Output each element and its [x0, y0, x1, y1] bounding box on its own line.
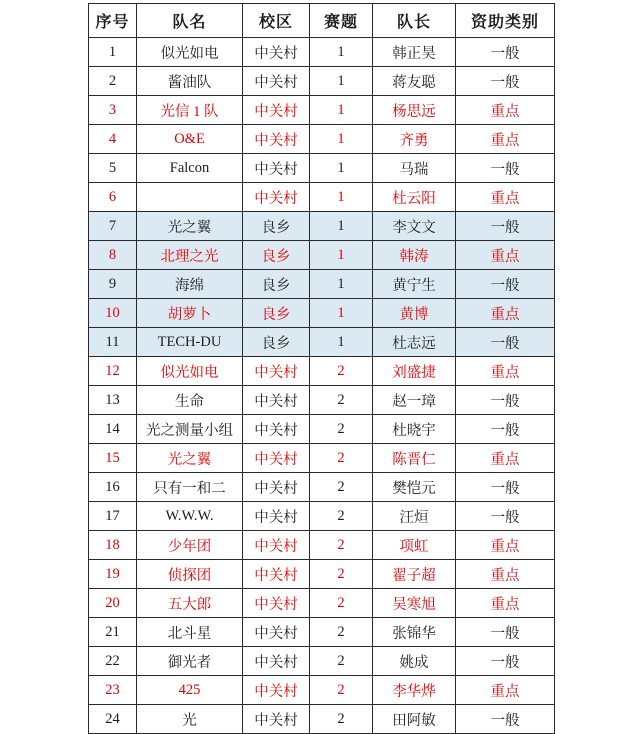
- cell-team: TECH-DU: [137, 328, 243, 357]
- cell-category: 一般: [456, 67, 555, 96]
- cell-campus: 中关村: [243, 154, 310, 183]
- cell-campus: 中关村: [243, 502, 310, 531]
- cell-category: 重点: [456, 357, 555, 386]
- cell-team: Falcon: [137, 154, 243, 183]
- cell-index: 16: [89, 473, 137, 502]
- column-header-team: 队名: [137, 4, 243, 38]
- cell-team: 海绵: [137, 270, 243, 299]
- cell-topic: 1: [310, 299, 373, 328]
- cell-campus: 中关村: [243, 415, 310, 444]
- cell-team: 光: [137, 705, 243, 734]
- column-header-campus: 校区: [243, 4, 310, 38]
- cell-category: 重点: [456, 560, 555, 589]
- cell-topic: 1: [310, 154, 373, 183]
- cell-campus: 中关村: [243, 444, 310, 473]
- team-table-body: [89, 38, 555, 734]
- cell-index: 3: [89, 96, 137, 125]
- cell-category: 一般: [456, 647, 555, 676]
- cell-campus: 中关村: [243, 125, 310, 154]
- cell-campus: 中关村: [243, 183, 310, 212]
- cell-topic: 1: [310, 270, 373, 299]
- cell-topic: 2: [310, 676, 373, 705]
- cell-index: 18: [89, 531, 137, 560]
- cell-index: 19: [89, 560, 137, 589]
- cell-captain: 蒋友聪: [373, 67, 456, 96]
- cell-campus: 良乡: [243, 328, 310, 357]
- cell-index: 21: [89, 618, 137, 647]
- cell-campus: 良乡: [243, 270, 310, 299]
- cell-topic: 2: [310, 560, 373, 589]
- cell-campus: 中关村: [243, 357, 310, 386]
- cell-topic: 2: [310, 357, 373, 386]
- cell-index: 17: [89, 502, 137, 531]
- table-row: [89, 386, 555, 415]
- cell-campus: 良乡: [243, 212, 310, 241]
- column-header-captain: 队长: [373, 4, 456, 38]
- cell-team: 御光者: [137, 647, 243, 676]
- cell-category: 重点: [456, 444, 555, 473]
- cell-category: 一般: [456, 386, 555, 415]
- table-row: [89, 560, 555, 589]
- table-row: [89, 38, 555, 67]
- cell-index: 5: [89, 154, 137, 183]
- cell-captain: 杜云阳: [373, 183, 456, 212]
- cell-team: 光之翼: [137, 212, 243, 241]
- cell-captain: 陈晋仁: [373, 444, 456, 473]
- cell-team: 光信 1 队: [137, 96, 243, 125]
- cell-category: 一般: [456, 618, 555, 647]
- table-row: [89, 589, 555, 618]
- table-row: [89, 125, 555, 154]
- cell-topic: 1: [310, 212, 373, 241]
- cell-captain: 姚成: [373, 647, 456, 676]
- cell-campus: 中关村: [243, 647, 310, 676]
- cell-captain: 翟子超: [373, 560, 456, 589]
- cell-campus: 中关村: [243, 96, 310, 125]
- cell-topic: 2: [310, 705, 373, 734]
- cell-captain: 田阿敏: [373, 705, 456, 734]
- table-row: [89, 647, 555, 676]
- cell-team: 侦探团: [137, 560, 243, 589]
- cell-category: 重点: [456, 125, 555, 154]
- cell-topic: 2: [310, 589, 373, 618]
- cell-index: 24: [89, 705, 137, 734]
- table-row: [89, 705, 555, 734]
- cell-index: 23: [89, 676, 137, 705]
- table-row: [89, 183, 555, 212]
- cell-team: W.W.W.: [137, 502, 243, 531]
- cell-campus: 中关村: [243, 67, 310, 96]
- cell-topic: 1: [310, 328, 373, 357]
- table-row: [89, 328, 555, 357]
- cell-index: 6: [89, 183, 137, 212]
- table-row: [89, 676, 555, 705]
- cell-category: 重点: [456, 589, 555, 618]
- cell-index: 20: [89, 589, 137, 618]
- cell-index: 13: [89, 386, 137, 415]
- cell-index: 10: [89, 299, 137, 328]
- table-row: [89, 618, 555, 647]
- cell-category: 一般: [456, 705, 555, 734]
- cell-campus: 中关村: [243, 560, 310, 589]
- cell-category: 重点: [456, 531, 555, 560]
- cell-topic: 2: [310, 444, 373, 473]
- cell-index: 1: [89, 38, 137, 67]
- cell-campus: 中关村: [243, 531, 310, 560]
- table-row: [89, 299, 555, 328]
- cell-index: 11: [89, 328, 137, 357]
- cell-campus: 中关村: [243, 473, 310, 502]
- table-row: [89, 67, 555, 96]
- cell-topic: 2: [310, 618, 373, 647]
- table-row: [89, 415, 555, 444]
- cell-team: 生命: [137, 386, 243, 415]
- cell-captain: 韩正昊: [373, 38, 456, 67]
- cell-category: 一般: [456, 415, 555, 444]
- cell-captain: 杜晓宇: [373, 415, 456, 444]
- cell-team: 北斗星: [137, 618, 243, 647]
- cell-team: 酱油队: [137, 67, 243, 96]
- cell-index: 8: [89, 241, 137, 270]
- cell-topic: 2: [310, 473, 373, 502]
- cell-campus: 良乡: [243, 299, 310, 328]
- cell-topic: 1: [310, 96, 373, 125]
- cell-captain: 汪烜: [373, 502, 456, 531]
- cell-topic: 1: [310, 67, 373, 96]
- cell-index: 12: [89, 357, 137, 386]
- cell-team: 北理之光: [137, 241, 243, 270]
- cell-index: 14: [89, 415, 137, 444]
- cell-category: 一般: [456, 154, 555, 183]
- cell-topic: 2: [310, 415, 373, 444]
- cell-index: 2: [89, 67, 137, 96]
- cell-topic: 2: [310, 531, 373, 560]
- cell-topic: 1: [310, 125, 373, 154]
- cell-captain: 杜志远: [373, 328, 456, 357]
- cell-campus: 中关村: [243, 589, 310, 618]
- cell-campus: 中关村: [243, 676, 310, 705]
- cell-campus: 良乡: [243, 241, 310, 270]
- cell-category: 一般: [456, 473, 555, 502]
- cell-category: 重点: [456, 299, 555, 328]
- cell-category: 一般: [456, 328, 555, 357]
- cell-topic: 1: [310, 38, 373, 67]
- cell-index: 7: [89, 212, 137, 241]
- cell-captain: 黄博: [373, 299, 456, 328]
- table-row: [89, 502, 555, 531]
- cell-campus: 中关村: [243, 386, 310, 415]
- cell-team: 光之翼: [137, 444, 243, 473]
- cell-index: 22: [89, 647, 137, 676]
- table-row: [89, 154, 555, 183]
- table-row: [89, 357, 555, 386]
- cell-category: 一般: [456, 38, 555, 67]
- table-row: [89, 473, 555, 502]
- cell-team: 少年团: [137, 531, 243, 560]
- team-roster-table: [88, 3, 555, 734]
- cell-team: 似光如电: [137, 357, 243, 386]
- cell-captain: 赵一璋: [373, 386, 456, 415]
- cell-captain: 樊恺元: [373, 473, 456, 502]
- cell-team: 光之测量小组: [137, 415, 243, 444]
- cell-team: 五大郎: [137, 589, 243, 618]
- header-row: [89, 4, 555, 38]
- cell-team: 胡萝卜: [137, 299, 243, 328]
- cell-category: 重点: [456, 241, 555, 270]
- cell-category: 一般: [456, 502, 555, 531]
- table-row: [89, 241, 555, 270]
- cell-captain: 李文文: [373, 212, 456, 241]
- column-header-index: 序号: [89, 4, 137, 38]
- cell-captain: 马瑞: [373, 154, 456, 183]
- cell-captain: 黄宁生: [373, 270, 456, 299]
- cell-topic: 1: [310, 183, 373, 212]
- cell-team: 只有一和二: [137, 473, 243, 502]
- cell-captain: 齐勇: [373, 125, 456, 154]
- cell-captain: 杨思远: [373, 96, 456, 125]
- column-header-category: 资助类别: [456, 4, 555, 38]
- table-row: [89, 270, 555, 299]
- table-row: [89, 531, 555, 560]
- column-header-topic: 赛题: [310, 4, 373, 38]
- cell-captain: 韩涛: [373, 241, 456, 270]
- cell-team: [137, 183, 243, 212]
- cell-team: O&E: [137, 125, 243, 154]
- cell-topic: 1: [310, 241, 373, 270]
- cell-index: 9: [89, 270, 137, 299]
- table-row: [89, 444, 555, 473]
- cell-category: 一般: [456, 270, 555, 299]
- cell-category: 一般: [456, 212, 555, 241]
- cell-campus: 中关村: [243, 618, 310, 647]
- table-row: [89, 96, 555, 125]
- cell-topic: 2: [310, 386, 373, 415]
- cell-captain: 李华烨: [373, 676, 456, 705]
- cell-category: 重点: [456, 183, 555, 212]
- cell-campus: 中关村: [243, 38, 310, 67]
- cell-category: 重点: [456, 676, 555, 705]
- cell-team: 似光如电: [137, 38, 243, 67]
- cell-topic: 2: [310, 647, 373, 676]
- cell-topic: 2: [310, 502, 373, 531]
- table-row: [89, 212, 555, 241]
- cell-captain: 项虹: [373, 531, 456, 560]
- cell-campus: 中关村: [243, 705, 310, 734]
- cell-index: 15: [89, 444, 137, 473]
- cell-captain: 刘盛捷: [373, 357, 456, 386]
- cell-category: 重点: [456, 96, 555, 125]
- cell-captain: 吴寒旭: [373, 589, 456, 618]
- cell-captain: 张锦华: [373, 618, 456, 647]
- cell-team: 425: [137, 676, 243, 705]
- table-header: [89, 4, 555, 38]
- cell-index: 4: [89, 125, 137, 154]
